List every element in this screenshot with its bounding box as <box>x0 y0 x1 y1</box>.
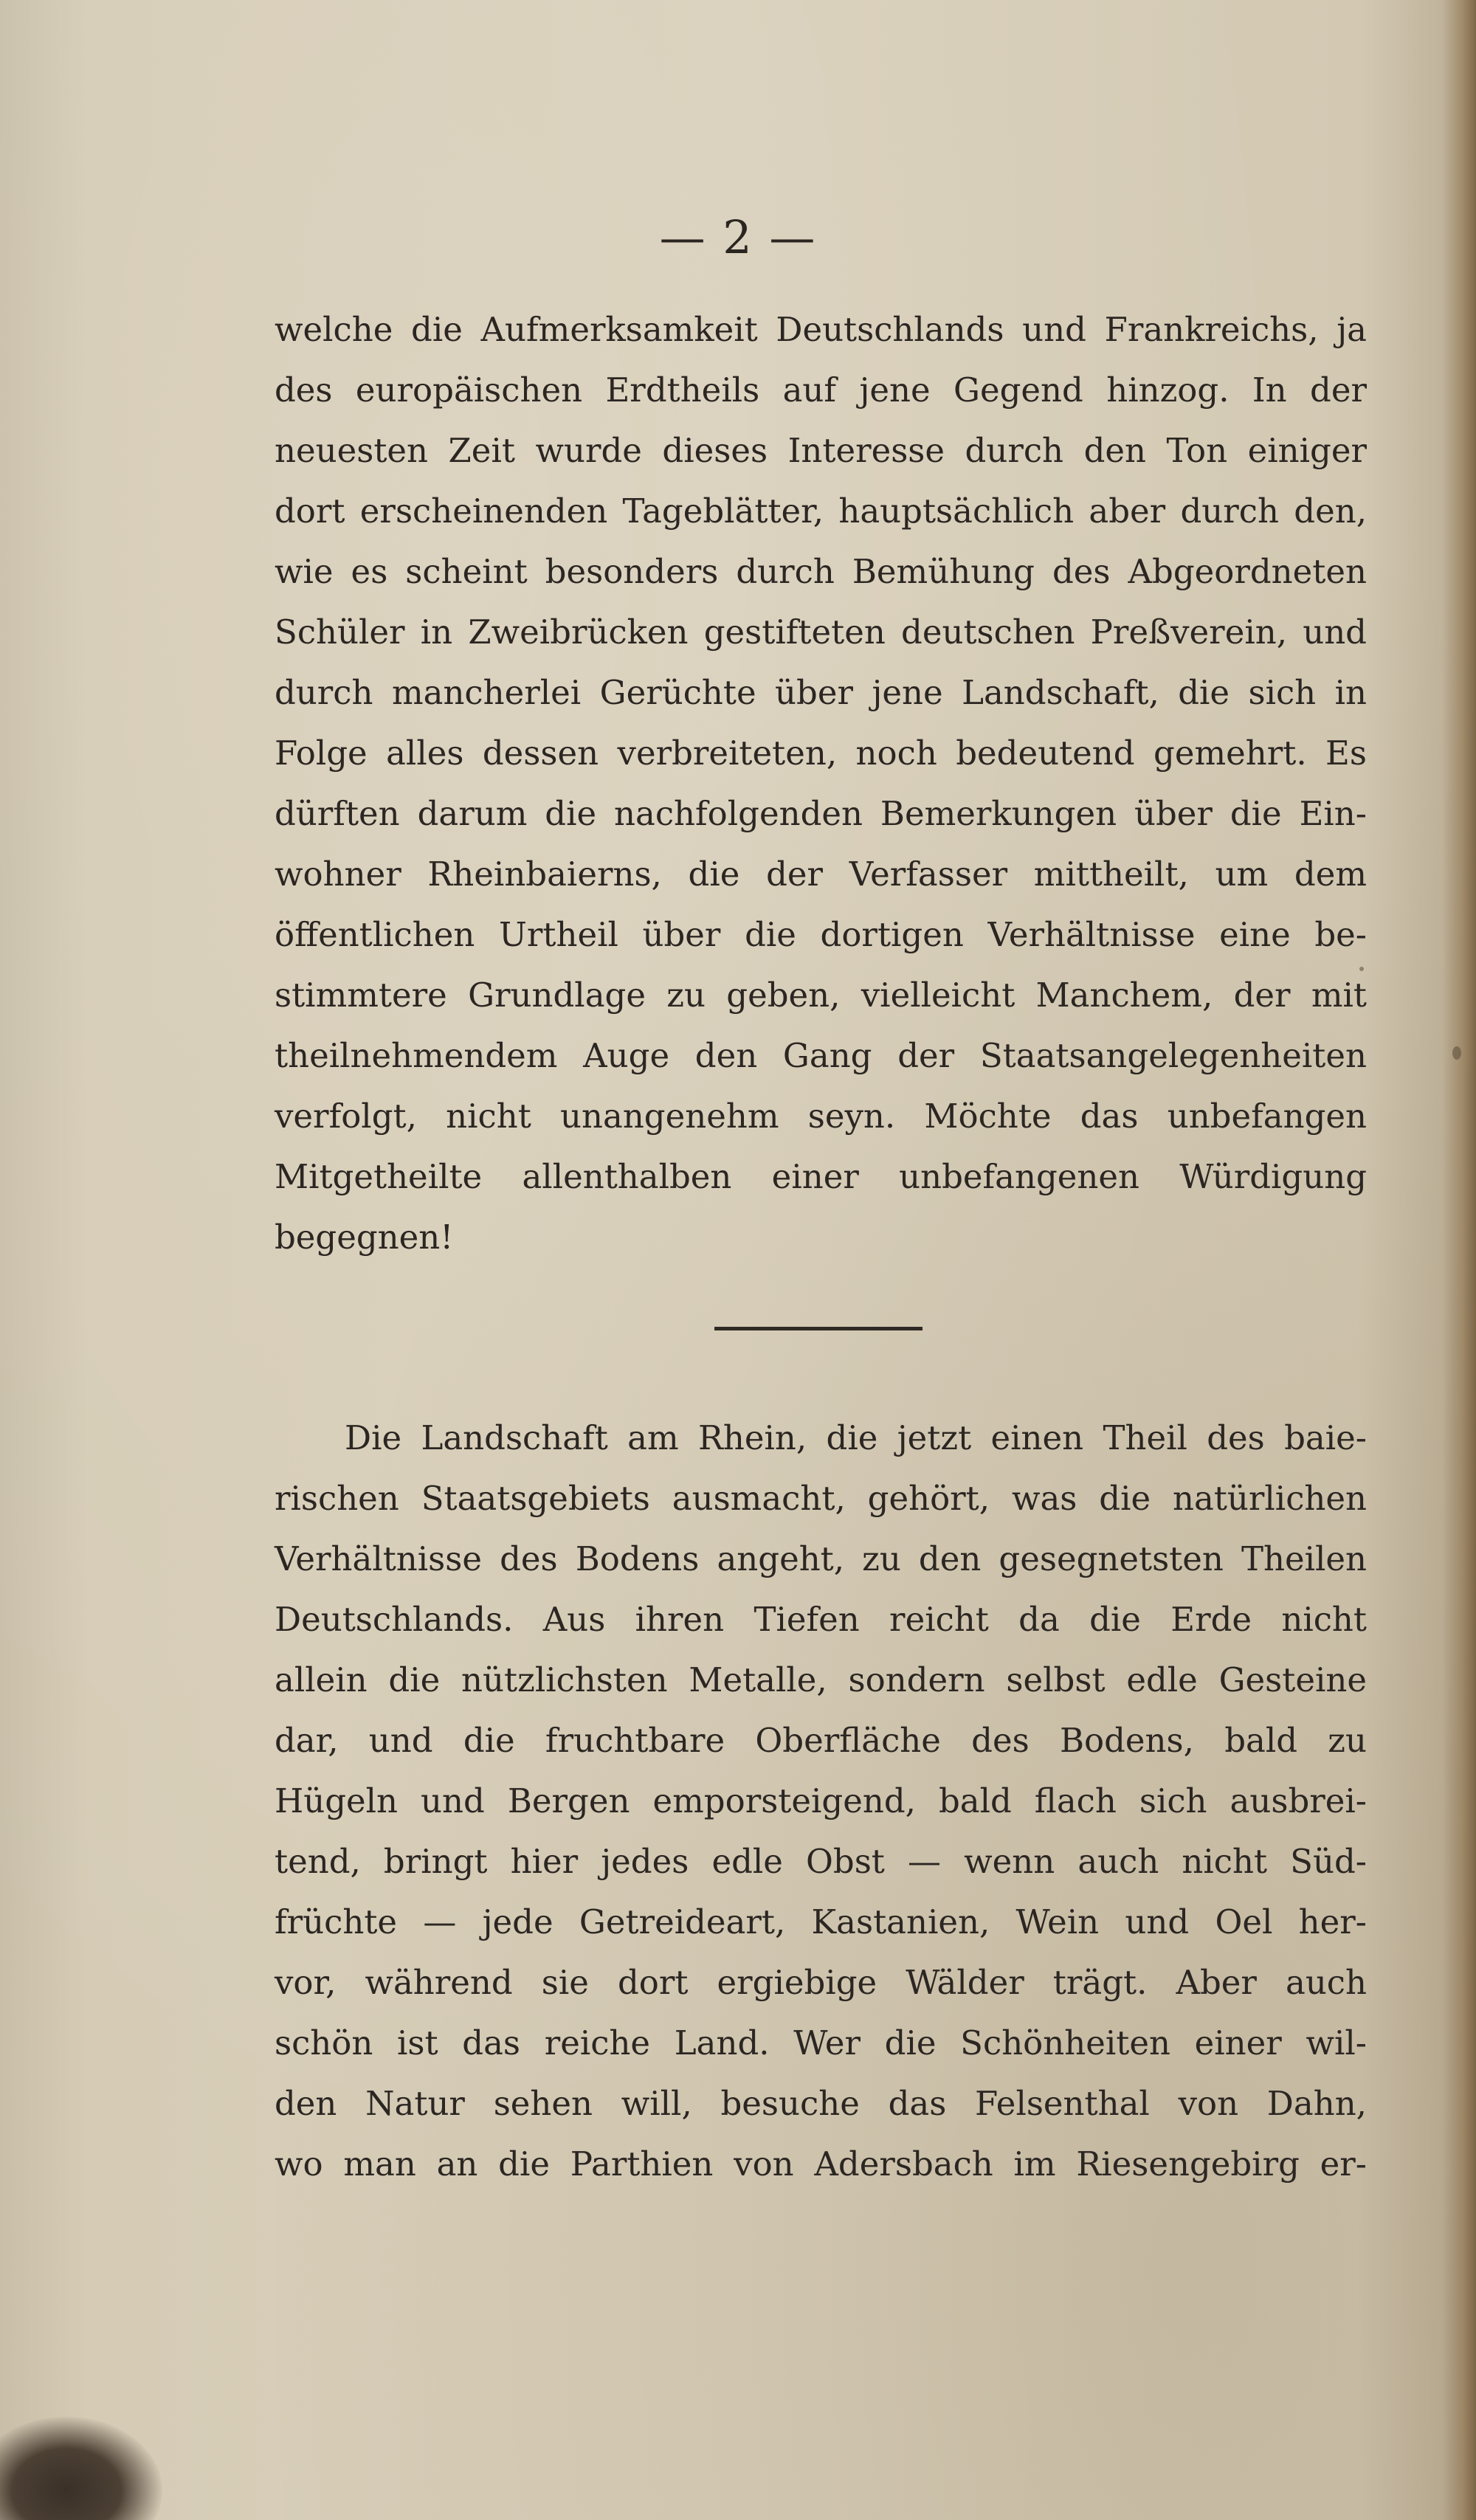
paragraph-2 <box>275 1408 1367 2195</box>
text-line: Hügeln und Bergen emporsteigend, bald flach sich ausbrei- <box>275 1781 1367 1820</box>
page-number: — 2 — <box>659 210 817 264</box>
text-line: verfolgt, nicht unangenehm seyn. Möchte das unbefangen <box>275 1097 1367 1136</box>
text-line: des europäischen Erdtheils auf jene Gegend hinzog. In der <box>275 370 1367 410</box>
text-line: durch mancherlei Gerüchte über jene Landschaft, die sich in <box>275 673 1367 712</box>
text-line: rischen Staatsgebiets ausmacht, gehört, was die natürlichen <box>275 1479 1367 1518</box>
text-line: schön ist das reiche Land. Wer die Schönheiten einer wil- <box>275 2023 1367 2062</box>
text-line: wo man an die Parthien von Adersbach im Riesengebirg er- <box>275 2144 1367 2184</box>
page-edge-shadow <box>1442 0 1476 2520</box>
text-line: öffentlichen Urtheil über die dortigen Verhältnisse eine be- <box>275 915 1367 954</box>
text-line: wie es scheint besonders durch Bemühung des Abgeordneten <box>275 552 1367 591</box>
text-line: wohner Rheinbaierns, die der Verfasser mittheilt, um dem <box>275 855 1367 894</box>
text-line: dort erscheinenden Tageblätter, hauptsächlich aber durch den, <box>275 491 1367 531</box>
text-line: dürften darum die nachfolgenden Bemerkungen über die Ein- <box>275 794 1367 833</box>
ink-speck <box>1452 1046 1461 1060</box>
text-line: stimmtere Grundlage zu geben, vielleicht Manchem, der mit <box>275 976 1367 1015</box>
text-line: Die Landschaft am Rhein, die jetzt einen Theil des baie- <box>345 1418 1367 1457</box>
text-line: Deutschlands. Aus ihren Tiefen reicht da die Erde nicht <box>275 1600 1367 1639</box>
text-line: welche die Aufmerksamkeit Deutschlands und Frankreichs, ja <box>275 310 1367 349</box>
text-line: Verhältnisse des Bodens angeht, zu den gesegnetsten Theilen <box>275 1539 1367 1578</box>
text-line: vor, während sie dort ergiebige Wälder trägt. Aber auch <box>275 1963 1367 2002</box>
text-line: theilnehmendem Auge den Gang der Staatsangelegenheiten <box>275 1036 1367 1075</box>
text-line: allein die nützlichsten Metalle, sondern selbst edle Gesteine <box>275 1660 1367 1699</box>
corner-stain <box>0 2417 162 2520</box>
text-line: Schüler in Zweibrücken gestifteten deutschen Preßverein, und <box>275 612 1367 652</box>
text-line: früchte — jede Getreideart, Kastanien, Wein und Oel her- <box>275 1902 1367 1941</box>
text-line: dar, und die fruchtbare Oberfläche des Bodens, bald zu <box>275 1721 1367 1760</box>
paragraph-1 <box>275 300 1367 1268</box>
text-line: den Natur sehen will, besuche das Felsenthal von Dahn, <box>275 2084 1367 2123</box>
text-line: neuesten Zeit wurde dieses Interesse durch den Ton einiger <box>275 431 1367 470</box>
text-line: Folge alles dessen verbreiteten, noch bedeutend gemehrt. Es <box>275 733 1367 773</box>
text-line: tend, bringt hier jedes edle Obst — wenn auch nicht Süd- <box>275 1842 1367 1881</box>
text-line: Mitgetheilte allenthalben einer unbefangenen Würdigung <box>275 1157 1367 1196</box>
section-divider <box>714 1327 922 1330</box>
text-line: begegnen! <box>275 1218 454 1257</box>
